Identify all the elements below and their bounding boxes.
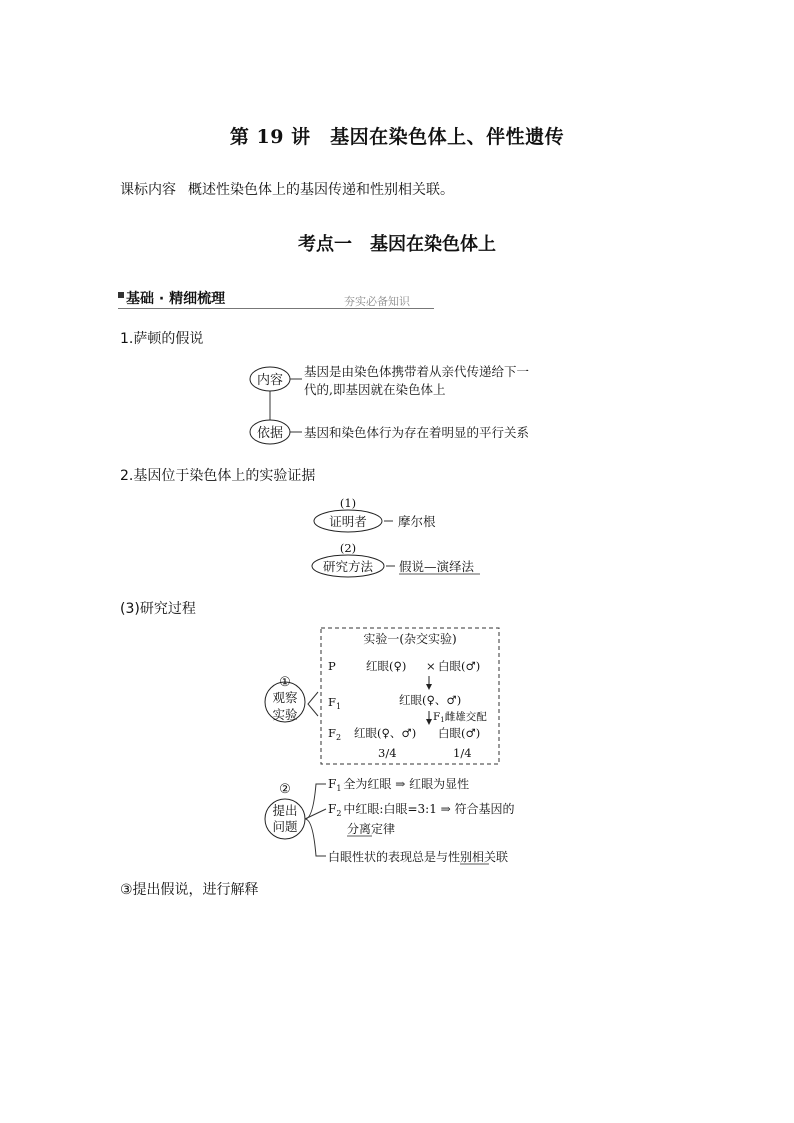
curriculum-standard-text: 概述性染色体上的基因传递和性别相关联。 <box>188 182 454 198</box>
step2-number: ② <box>279 782 291 797</box>
branch-line-2 <box>305 809 326 819</box>
step2-label-line1: 提出 <box>272 803 298 818</box>
heading-sutton-hypothesis: 1.萨顿的假说 <box>120 331 204 347</box>
branch-line-3 <box>305 819 326 856</box>
section-heading-kaodian: 考点一 基因在染色体上 <box>298 234 496 255</box>
banner-label: 基础 · 精细梳理 <box>126 291 226 307</box>
question-3: 白眼性状的表现总是与性别相关联 <box>328 850 509 864</box>
content-text-line2: 代的,即基因就在染色体上 <box>304 382 446 397</box>
content-text-line1: 基因是由染色体携带着从亲代传递给下一 <box>304 364 530 379</box>
blank-number-2: (2) <box>339 541 357 555</box>
node-basis: 依据 <box>256 426 284 441</box>
question-2: $F_2$ 中红眼:白眼=3:1 ⇒ 符合基因的 <box>328 802 515 818</box>
node-method: 研究方法 <box>322 559 374 574</box>
cross-note: F1雌雄交配 <box>433 711 487 724</box>
banner-subtitle: 夯实必备知识 <box>344 295 410 308</box>
row-p-right: 白眼(♂) <box>438 659 481 673</box>
banner-underline <box>118 308 434 309</box>
prover-value: 摩尔根 <box>398 514 436 529</box>
banner-marker-icon <box>118 292 124 298</box>
heading-experimental-evidence: 2.基因位于染色体上的实验证据 <box>120 468 316 484</box>
bracket <box>308 692 318 716</box>
sutton-diagram <box>240 358 570 450</box>
question-1: $F_1$ 全为红眼 ⇒ 红眼为显性 <box>328 777 470 793</box>
row-f1-label: $F_1$ <box>328 695 342 711</box>
method-value: 假说—演绎法 <box>399 559 475 574</box>
step1-label-line2: 实验 <box>272 707 298 722</box>
row-f2-label: $F_2$ <box>328 726 342 742</box>
row-p-left: 红眼(♀) <box>366 659 407 673</box>
row-f2-left: 红眼(♀、♂) <box>354 726 417 740</box>
ratio-right: 1/4 <box>453 746 472 760</box>
step1-number: ① <box>279 675 291 690</box>
page-title: 第 19 讲 基因在染色体上、伴性遗传 <box>229 126 565 148</box>
basis-text: 基因和染色体行为存在着明显的平行关系 <box>304 425 530 440</box>
heading-research-process: (3)研究过程 <box>120 601 196 617</box>
row-f1-text: 红眼(♀、♂) <box>399 693 462 707</box>
step2-label-line2: 问题 <box>272 819 298 834</box>
experiment-title: 实验一(杂交实验) <box>363 632 457 646</box>
blank-number-1: (1) <box>339 496 357 510</box>
section-banner <box>118 287 434 309</box>
curriculum-standard-label: 课标内容 <box>120 182 176 198</box>
down-arrow-icon <box>426 719 432 725</box>
row-p-cross: × <box>426 659 436 673</box>
row-p-label: P <box>328 659 336 673</box>
step1-label-line1: 观察 <box>272 690 298 705</box>
curriculum-standard <box>120 179 454 199</box>
research-process-diagram <box>258 624 548 874</box>
evidence-diagram <box>305 494 505 582</box>
down-arrow-icon <box>426 684 432 690</box>
ratio-left: 3/4 <box>378 746 397 760</box>
node-content: 内容 <box>256 373 284 388</box>
node-prover: 证明者 <box>329 514 367 529</box>
heading-propose-hypothesis: ③提出假说，进行解释 <box>120 882 259 898</box>
question-2-line2: 分离定律 <box>347 822 396 836</box>
row-f2-right: 白眼(♂) <box>438 726 481 740</box>
